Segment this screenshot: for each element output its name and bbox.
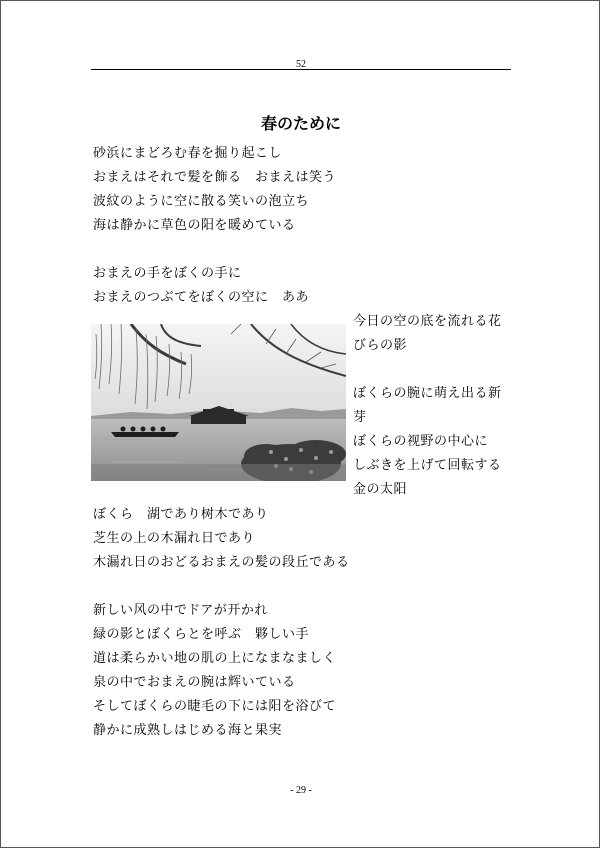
poem-line: 新しい风の中でドアが开かれ [93, 603, 268, 618]
lake-photo [91, 324, 346, 481]
poem-line: おまえの手をぼくの手に [93, 266, 242, 281]
poem-line: 波紋のように空に散る笑いの泡立ち [93, 194, 310, 209]
poem-line: 海は静かに草色の阳を暖めている [93, 218, 296, 233]
poem-side-line: ぼくらの腕に萌え出る新 [353, 386, 502, 401]
poem-line: ぼくら 湖であり树木であり [93, 507, 269, 522]
poem-line: 道は柔らかい地の肌の上になまなましく [93, 651, 337, 666]
poem-side-line: びらの影 [353, 338, 408, 353]
header-page-number: 52 [296, 59, 306, 70]
header-rule [91, 69, 511, 70]
poem-line: 砂浜にまどろむ春を掘り起こし [93, 146, 283, 161]
poem-line: 木漏れ日のおどるおまえの髪の段丘である [93, 555, 350, 570]
poem-line: おまえはそれで髪を飾る おまえは笑う [93, 170, 337, 185]
poem-line: 芝生の上の木漏れ日であり [93, 531, 256, 546]
footer-page-number: - 29 - [290, 785, 312, 796]
poem-line: 泉の中でおまえの腕は辉いている [93, 675, 296, 690]
poem-title: 春のために [260, 114, 341, 133]
poem-line: そしてぼくらの睫毛の下には阳を浴びて [93, 699, 337, 714]
poem-side-line: 金の太阳 [353, 482, 408, 497]
poem-line: 静かに成熟しはじめる海と果実 [93, 723, 283, 738]
poem-side-line: 今日の空の底を流れる花 [353, 314, 502, 329]
poem-side-line: 芽 [353, 410, 367, 425]
poem-line: おまえのつぶてをぼくの空に ああ [93, 290, 310, 305]
poem-line: 緑の影とぼくらとを呼ぶ 夥しい手 [93, 627, 310, 642]
poem-side-line: ぼくらの视野の中心に [353, 434, 489, 449]
poem-side-line: しぶきを上げて回転する [353, 458, 502, 473]
